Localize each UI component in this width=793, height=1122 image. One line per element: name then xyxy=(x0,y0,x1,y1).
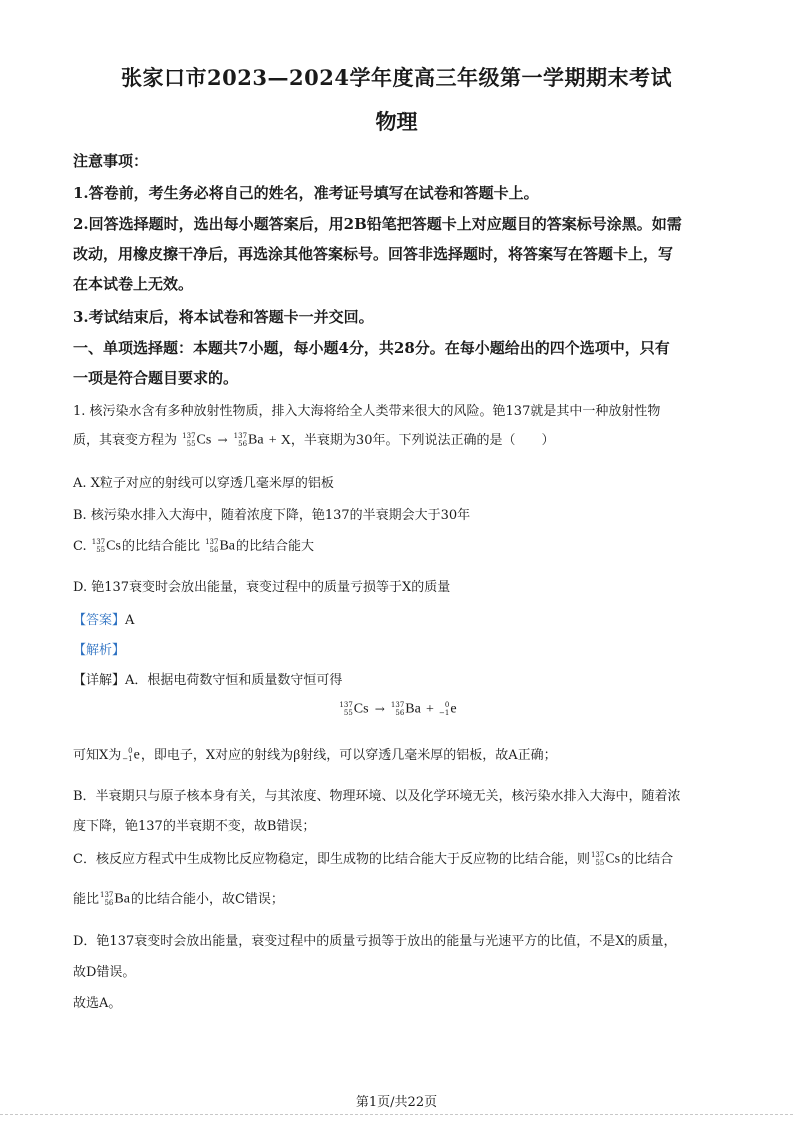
explanation-b-line-2: 度下降，铯137的半衰期不变，故B错误； xyxy=(73,819,316,834)
answer-value: A xyxy=(125,613,135,628)
note-2-line-1: 2.回答选择题时，选出每小题答案后，用2B铅笔把答题卡上对应题目的答案标号涂黑。如需 xyxy=(73,215,682,233)
section-heading-line-1: 一、单项选择题：本题共7小题，每小题4分，共28分。在每小题给出的四个选项中，只有 xyxy=(73,339,670,357)
explanation-b-line-1: B．半衰期只与原子核本身有关，与其浓度、物理环境、以及化学环境无关，核污染水排入大海中，随着浓 xyxy=(73,789,681,804)
beta-symbol: β xyxy=(293,748,301,763)
page-number: 第1页/共22页 xyxy=(355,1095,438,1110)
question-stem-line-2: 质，其衰变方程为 137 55 Cs → 137 56 Ba + X，半衰期为30年。下列说法正确的是（ ） xyxy=(73,432,555,449)
detail-label: 【详解】 xyxy=(73,673,126,688)
notes-heading: 注意事项： xyxy=(73,152,149,170)
ba-nuclide: 137 56 Ba xyxy=(233,432,264,449)
detail-line: 【详解】A．根据电荷数守恒和质量数守恒可得 xyxy=(73,673,343,688)
note-3: 3.考试结束后，将本试卷和答题卡一并交回。 xyxy=(73,308,374,326)
subject-title: 物理 xyxy=(375,109,418,134)
option-c: C. 137 55 Cs的比结合能比 137 56 Ba的比结合能大 xyxy=(73,538,315,555)
question-stem-line-1: 1. 核污染水含有多种放射性物质，排入大海将给全人类带来很大的风险。铯137就是其中一种放射性物 xyxy=(73,404,661,419)
note-2-line-2: 改动，用橡皮擦干净后，再选涂其他答案标号。回答非选择题时，将答案写在答题卡上，写 xyxy=(73,245,674,263)
x-particle: X xyxy=(280,433,291,448)
explanation-a: 可知X为 0 −1 e，即电子，X对应的射线为β射线，可以穿透几毫米厚的铝板，故A正确； xyxy=(73,747,557,764)
analysis-label: 【解析】 xyxy=(73,643,126,658)
cs-nuclide: 137 55 Cs xyxy=(91,538,121,555)
arrow-icon: → xyxy=(217,433,228,447)
exam-title: 张家口市2023—2024学年度高三年级第一学期期末考试 xyxy=(121,65,672,90)
option-a: A. X粒子对应的射线可以穿透几毫米厚的铝板 xyxy=(73,476,334,491)
decay-equation: 137 55 Cs → 137 56 Ba + 0 −1 e xyxy=(339,701,457,717)
cs-nuclide: 137 55 Cs xyxy=(182,432,212,449)
answer-line xyxy=(73,609,723,628)
answer-label: 【答案】 xyxy=(73,613,126,628)
ba-nuclide: 137 56 Ba xyxy=(205,538,236,555)
footer-divider xyxy=(0,1114,793,1116)
explanation-d-line-2: 故D错误。 xyxy=(73,965,136,980)
section-heading-line-2: 一项是符合题目要求的。 xyxy=(73,369,239,387)
note-1: 1.答卷前，考生务必将自己的姓名，准考证号填写在试卷和答题卡上。 xyxy=(73,184,539,202)
option-b: B. 核污染水排入大海中，随着浓度下降，铯137的半衰期会大于30年 xyxy=(73,508,471,523)
note-2-line-3: 在本试卷上无效。 xyxy=(73,275,194,293)
option-d: D. 铯137衰变时会放出能量，衰变过程中的质量亏损等于X的质量 xyxy=(73,580,451,595)
explanation-c-line-1: C．核反应方程式中生成物比反应物稳定，即生成物的比结合能大于反应物的比结合能，则 137 55 Cs的比结合 xyxy=(73,851,674,868)
electron-symbol: 0 −1 e xyxy=(439,701,457,717)
explanation-c-line-2: 能比 137 56 Ba的比结合能小，故C错误； xyxy=(73,891,284,908)
final-answer: 故选A。 xyxy=(73,996,122,1011)
explanation-d-line-1: D．铯137衰变时会放出能量，衰变过程中的质量亏损等于放出的能量与光速平方的比值，不是X的质量， xyxy=(73,934,677,949)
